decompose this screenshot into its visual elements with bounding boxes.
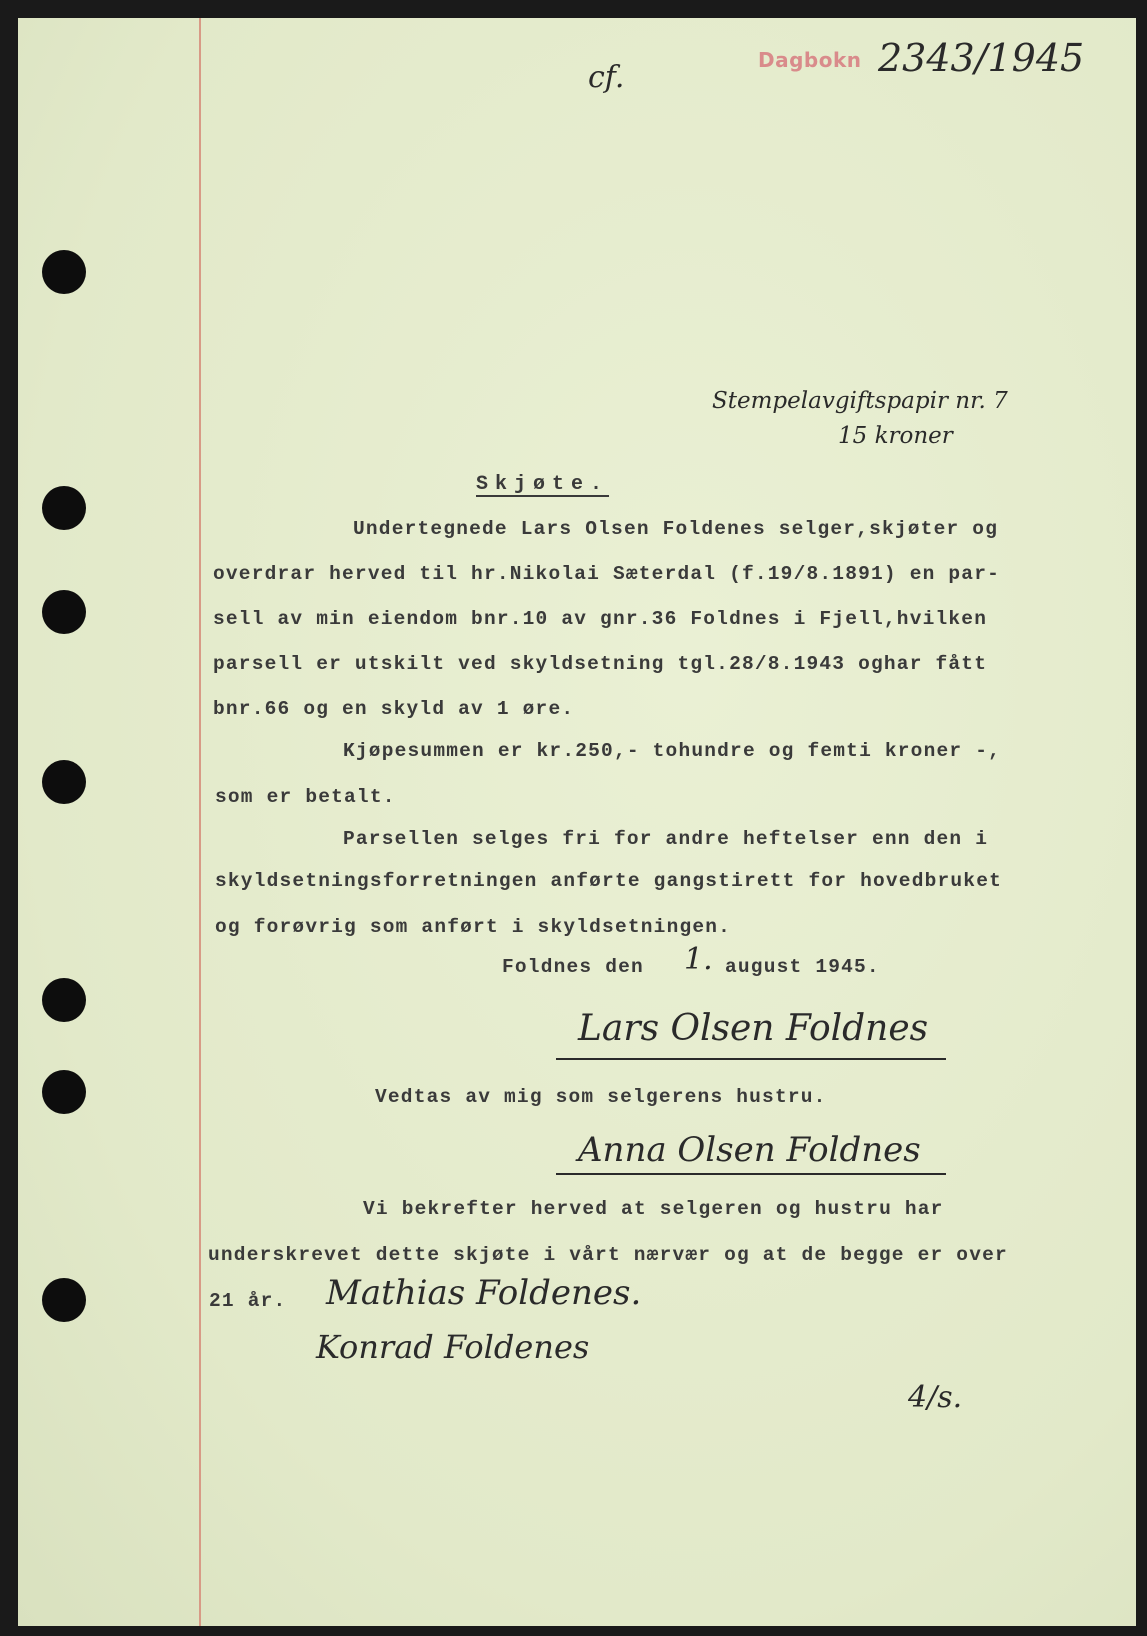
stamp-note-line1: Stempelavgiftspapir nr. 7	[712, 388, 1008, 414]
body-line: skyldsetningsforretningen anførte gangstirett for hovedbruket	[215, 870, 1003, 892]
witness-age: 21 år.	[209, 1290, 287, 1312]
registry-number: 2343/1945	[878, 36, 1085, 80]
punch-hole	[42, 978, 86, 1022]
seller-signature-underline	[556, 1058, 946, 1060]
top-mark: cf.	[588, 60, 625, 95]
margin-line	[199, 18, 201, 1626]
spouse-signature-underline	[556, 1173, 946, 1175]
body-line: som er betalt.	[215, 786, 396, 808]
stamp-note-line2: 15 kroner	[838, 423, 953, 449]
document-page	[18, 18, 1136, 1626]
punch-hole	[42, 250, 86, 294]
spouse-note: Vedtas av mig som selgerens hustru.	[375, 1086, 827, 1108]
punch-hole	[42, 486, 86, 530]
witness1-signature: Mathias Foldenes.	[326, 1273, 642, 1313]
punch-hole	[42, 760, 86, 804]
body-line: Parsellen selges fri for andre heftelser enn den i	[343, 828, 989, 850]
body-line: bnr.66 og en skyld av 1 øre.	[213, 698, 575, 720]
document-title: Skjøte.	[476, 473, 610, 496]
body-line: parsell er utskilt ved skyldsetning tgl.28/8.1943 oghar fått	[213, 653, 988, 675]
witness-line: Vi bekrefter herved at selgeren og hustru har	[363, 1198, 944, 1220]
punch-hole	[42, 1070, 86, 1114]
punch-hole	[42, 590, 86, 634]
witness-line: underskrevet dette skjøte i vårt nærvær og at de begge er over	[208, 1244, 1008, 1266]
registry-stamp: Dagbokn	[758, 48, 862, 72]
spouse-signature: Anna Olsen Foldnes	[578, 1130, 921, 1170]
date-day: 1.	[684, 942, 713, 977]
body-line: Kjøpesummen er kr.250,- tohundre og femti kroner -,	[343, 740, 1001, 762]
punch-hole	[42, 1278, 86, 1322]
body-line: Undertegnede Lars Olsen Foldenes selger,skjøter og	[353, 518, 999, 540]
body-line: og forøvrig som anført i skyldsetningen.	[215, 916, 732, 938]
date-rest: august 1945.	[725, 956, 880, 978]
body-line: sell av min eiendom bnr.10 av gnr.36 Foldnes i Fjell,hvilken	[213, 608, 988, 630]
witness2-signature: Konrad Foldenes	[316, 1328, 590, 1366]
footer-mark: 4/s.	[908, 1380, 963, 1415]
seller-signature: Lars Olsen Foldnes	[578, 1008, 929, 1049]
body-line: overdrar herved til hr.Nikolai Sæterdal (f.19/8.1891) en par-	[213, 563, 1001, 585]
date-line: Foldnes den	[502, 956, 644, 978]
